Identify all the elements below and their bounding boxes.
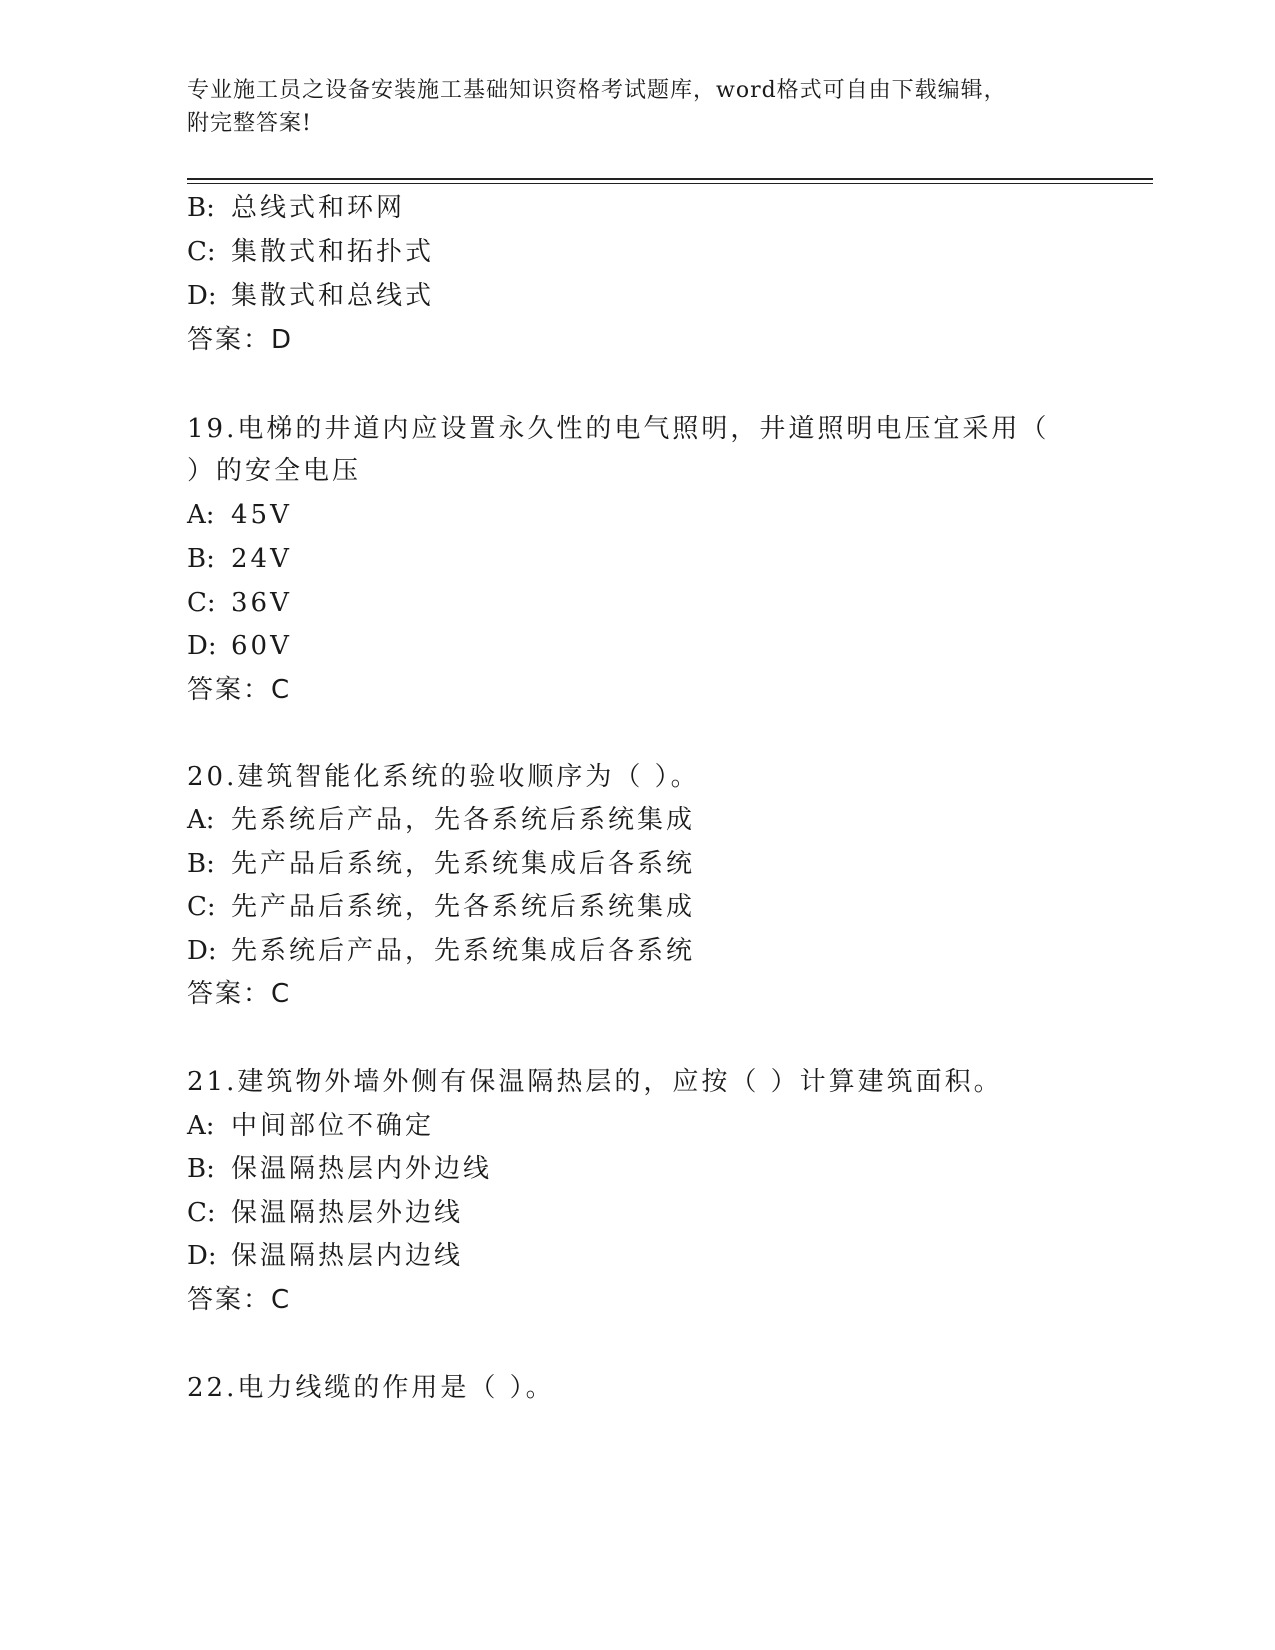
option-text: 保温隔热层内外边线 bbox=[231, 1154, 493, 1184]
option-letter: A: bbox=[187, 805, 215, 835]
q18-option-b bbox=[187, 191, 405, 225]
option-letter: D: bbox=[187, 631, 217, 661]
header-line-1: 专业施工员之设备安装施工基础知识资格考试题库，word格式可自由下载编辑， bbox=[187, 78, 1007, 103]
option-text: 先系统后产品，先各系统后系统集成 bbox=[231, 805, 696, 835]
q21-stem: 21.建筑物外墙外侧有保温隔热层的，应按（ ）计算建筑面积。 bbox=[187, 1067, 1003, 1097]
q18-option-c bbox=[187, 235, 434, 269]
q19-option-a bbox=[187, 498, 292, 532]
q20-answer: 答案：C bbox=[187, 979, 292, 1009]
option-letter: C: bbox=[187, 588, 216, 618]
option-letter: D: bbox=[187, 1241, 217, 1271]
q21-option-b bbox=[187, 1152, 492, 1186]
option-letter: B: bbox=[187, 849, 215, 879]
option-letter: A: bbox=[187, 500, 215, 530]
option-letter: A: bbox=[187, 1111, 215, 1141]
q19-answer: 答案：C bbox=[187, 675, 292, 705]
q20-option-c bbox=[187, 890, 695, 924]
option-text: 先产品后系统，先各系统后系统集成 bbox=[231, 892, 696, 922]
q21-option-c bbox=[187, 1196, 463, 1230]
q19-stem-line-2: ）的安全电压 bbox=[187, 456, 362, 486]
option-text: 45V bbox=[231, 500, 292, 530]
option-letter: C: bbox=[187, 237, 216, 267]
option-text: 24V bbox=[231, 544, 292, 574]
option-text: 中间部位不确定 bbox=[231, 1111, 435, 1141]
option-letter: B: bbox=[187, 1154, 215, 1184]
q21-option-a bbox=[187, 1109, 434, 1143]
option-letter: D: bbox=[187, 936, 217, 966]
option-letter: B: bbox=[187, 544, 215, 574]
q20-option-d bbox=[187, 934, 695, 968]
option-text: 先系统后产品，先系统集成后各系统 bbox=[231, 936, 696, 966]
q19-stem-line-1: 19.电梯的井道内应设置永久性的电气照明，井道照明电压宜采用（ bbox=[187, 414, 1050, 444]
header-line-2: 附完整答案! bbox=[187, 111, 312, 136]
q19-option-d bbox=[187, 629, 292, 663]
option-text: 60V bbox=[231, 631, 292, 661]
option-text: 集散式和拓扑式 bbox=[231, 237, 435, 267]
q21-option-d bbox=[187, 1239, 463, 1273]
option-text: 集散式和总线式 bbox=[231, 281, 435, 311]
q20-option-b bbox=[187, 847, 695, 881]
option-text: 36V bbox=[231, 588, 292, 618]
q19-option-b bbox=[187, 542, 292, 576]
document-header bbox=[187, 74, 1067, 140]
q20-stem: 20.建筑智能化系统的验收顺序为（ ）。 bbox=[187, 762, 700, 792]
option-text: 先产品后系统，先系统集成后各系统 bbox=[231, 849, 696, 879]
option-text: 保温隔热层外边线 bbox=[231, 1198, 464, 1228]
q19-option-c bbox=[187, 586, 292, 620]
option-text: 总线式和环网 bbox=[231, 193, 406, 223]
option-letter: B: bbox=[187, 193, 215, 223]
header-divider-thick bbox=[187, 178, 1153, 180]
option-letter: C: bbox=[187, 1198, 216, 1228]
q22-stem: 22.电力线缆的作用是（ ）。 bbox=[187, 1373, 555, 1403]
option-letter: D: bbox=[187, 281, 217, 311]
q18-option-d bbox=[187, 279, 434, 313]
q18-answer: 答案：D bbox=[187, 325, 294, 355]
q21-answer: 答案：C bbox=[187, 1285, 292, 1315]
option-letter: C: bbox=[187, 892, 216, 922]
option-text: 保温隔热层内边线 bbox=[231, 1241, 464, 1271]
q20-option-a bbox=[187, 803, 695, 837]
header-divider-thin bbox=[187, 183, 1153, 184]
